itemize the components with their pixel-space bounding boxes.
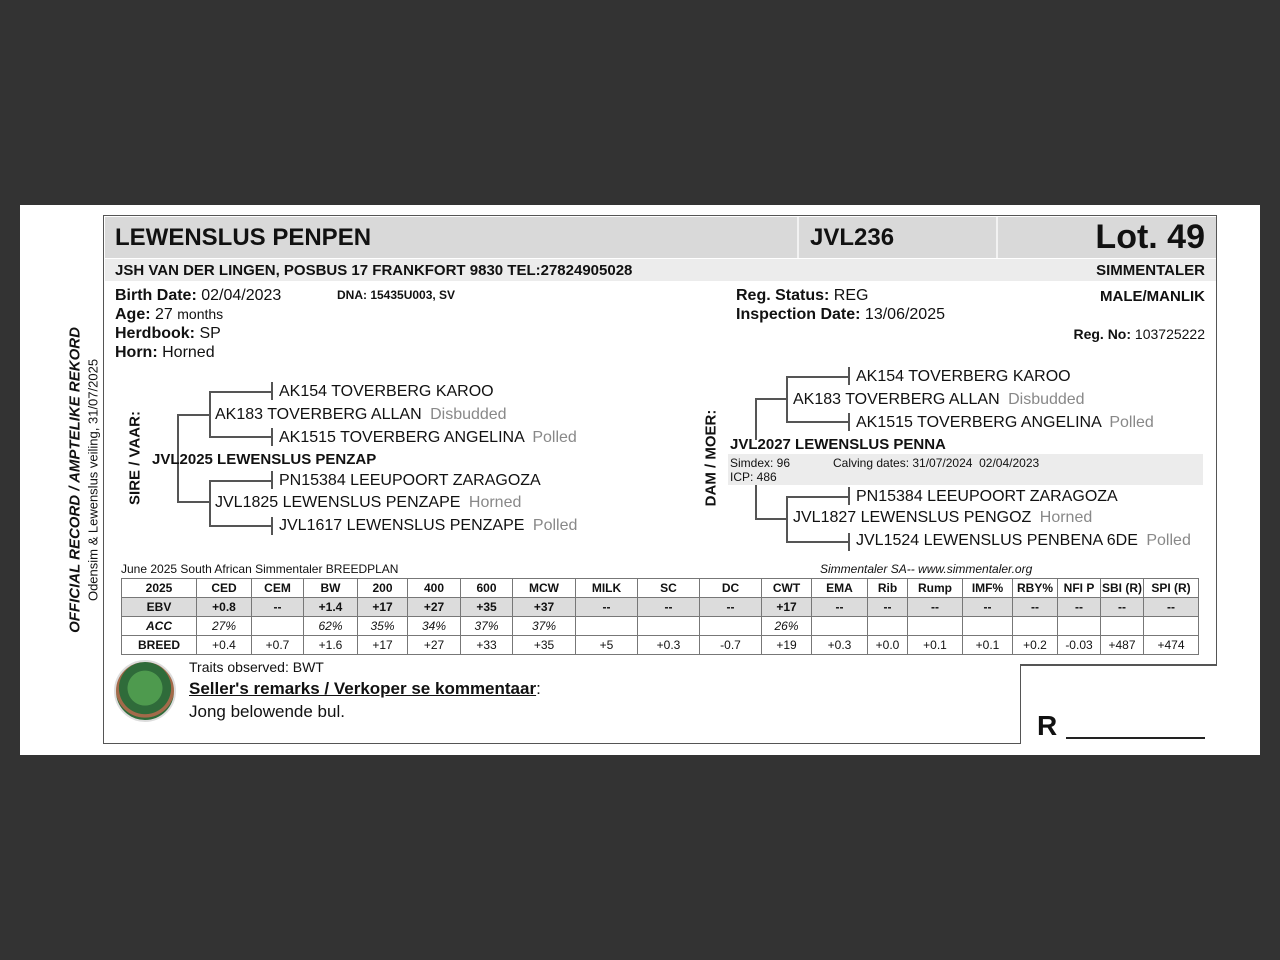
- table-cell: 34%: [408, 617, 461, 636]
- dam-d-horn: Horned: [1039, 509, 1093, 526]
- dam-bracket: [755, 398, 786, 400]
- dam-d-bracket: [786, 496, 788, 542]
- dam-s-horn: Disbudded: [1008, 391, 1085, 408]
- dam-d-name: JVL1827 LEWENSLUS PENGOZ: [793, 509, 1032, 526]
- table-cell: [908, 617, 963, 636]
- sire-sd-horn: Polled: [532, 429, 577, 446]
- col-header: SPI (R): [1144, 579, 1199, 598]
- sire-s-bracket: [209, 436, 271, 438]
- herdbook: [115, 325, 221, 343]
- table-cell: --: [1101, 598, 1144, 617]
- table-cell: ACC: [122, 617, 197, 636]
- table-cell: EBV: [122, 598, 197, 617]
- table-row-ebv: [122, 598, 1199, 617]
- traits-observed: Traits observed: BWT: [189, 659, 324, 675]
- table-cell: [576, 617, 638, 636]
- sire-s-bracket: [209, 391, 211, 437]
- animal-name: LEWENSLUS PENPEN: [115, 224, 372, 251]
- dam-sd-tick: [848, 413, 850, 431]
- sire-sd-name: AK1515 TOVERBERG ANGELINA: [279, 429, 524, 446]
- col-header: CWT: [762, 579, 812, 598]
- table-cell: +487: [1101, 636, 1144, 655]
- official-record-label: OFFICIAL RECORD / AMPTELIKE REKORD: [66, 327, 84, 633]
- table-cell: +0.1: [908, 636, 963, 655]
- society-logo-icon: [114, 660, 176, 722]
- col-header: 200: [358, 579, 408, 598]
- sire-ds-name: PN15384 LEEUPOORT ZARAGOZA: [279, 472, 541, 489]
- sire-dd-tick: [271, 517, 273, 535]
- col-header: CED: [197, 579, 252, 598]
- table-cell: +0.3: [812, 636, 868, 655]
- inspection-label: Inspection Date:: [736, 306, 861, 323]
- sire-ss-tick: [271, 382, 273, 400]
- table-cell: [1144, 617, 1199, 636]
- dam-simdex: Simdex: 96: [730, 456, 791, 470]
- table-row-acc: [122, 617, 1199, 636]
- reg-status-label: Reg. Status:: [736, 287, 830, 304]
- col-header: RBY%: [1013, 579, 1058, 598]
- sire-bracket: [177, 414, 210, 416]
- table-cell: [252, 617, 304, 636]
- table-cell: -0.03: [1058, 636, 1101, 655]
- breedplan-header-row: [122, 579, 1199, 598]
- table-cell: [1101, 617, 1144, 636]
- remarks-heading-colon: :: [536, 679, 541, 698]
- col-header: Rib: [868, 579, 908, 598]
- auction-label: Odensim & Lewenslus veiling, 31/07/2025: [85, 358, 101, 602]
- sire-d-bracket: [209, 525, 271, 527]
- col-header: MCW: [513, 579, 576, 598]
- remarks-text: Jong belowende bul.: [189, 702, 345, 721]
- age-label: Age:: [115, 306, 151, 323]
- col-header: CEM: [252, 579, 304, 598]
- table-cell: 26%: [762, 617, 812, 636]
- breedplan-title: June 2025 South African Simmentaler BREEDPLAN: [121, 562, 399, 576]
- table-cell: [812, 617, 868, 636]
- age: [115, 306, 223, 324]
- table-cell: --: [700, 598, 762, 617]
- header-divider: [996, 217, 998, 258]
- dam-bracket: [755, 398, 757, 440]
- reg-no: [1073, 326, 1205, 342]
- table-cell: --: [252, 598, 304, 617]
- table-cell: +17: [358, 636, 408, 655]
- table-cell: +5: [576, 636, 638, 655]
- col-header: 2025: [122, 579, 197, 598]
- dam-name: JVL2027 LEWENSLUS PENNA: [730, 436, 946, 453]
- table-cell: +19: [762, 636, 812, 655]
- breedplan-table: [121, 578, 1199, 655]
- col-header: BW: [304, 579, 358, 598]
- table-cell: 35%: [358, 617, 408, 636]
- sire-dd: [279, 517, 577, 535]
- dam-bracket: [755, 485, 757, 519]
- sire-d-horn: Horned: [468, 494, 522, 511]
- dam-sd-horn: Polled: [1109, 414, 1154, 431]
- table-cell: +0.0: [868, 636, 908, 655]
- dam-bracket: [755, 518, 786, 520]
- sire-d-bracket: [209, 480, 271, 482]
- sex-label: MALE/MANLIK: [1100, 288, 1205, 305]
- dam-d-bracket: [786, 541, 848, 543]
- table-cell: 27%: [197, 617, 252, 636]
- table-cell: +37: [513, 598, 576, 617]
- horn-label: Horn:: [115, 344, 158, 361]
- dam-s-bracket: [786, 376, 848, 378]
- herdbook-label: Herdbook:: [115, 325, 195, 342]
- col-header: SBI (R): [1101, 579, 1144, 598]
- reg-status: [736, 287, 868, 305]
- table-cell: 37%: [513, 617, 576, 636]
- animal-id: JVL236: [810, 224, 895, 251]
- birth-date: [115, 287, 281, 305]
- table-cell: --: [868, 598, 908, 617]
- col-header: 400: [408, 579, 461, 598]
- col-header: EMA: [812, 579, 868, 598]
- dam-sd: [856, 414, 1154, 432]
- sire-s-horn: Disbudded: [430, 406, 507, 423]
- col-header: DC: [700, 579, 762, 598]
- col-header: SC: [638, 579, 700, 598]
- sire-d-bracket: [209, 480, 211, 526]
- dam-ss-name: AK154 TOVERBERG KAROO: [856, 368, 1071, 385]
- card-frame-step: [1020, 664, 1217, 666]
- breeder-line: JSH VAN DER LINGEN, POSBUS 17 FRANKFORT 9830 TEL:27824905028: [115, 262, 633, 279]
- dna-info: DNA: 15435U003, SV: [337, 288, 456, 302]
- table-cell: --: [908, 598, 963, 617]
- sire-bracket: [177, 501, 210, 503]
- remarks-heading-text: Seller's remarks / Verkoper se kommentaar: [189, 679, 537, 698]
- sire-dd-name: JVL1617 LEWENSLUS PENZAPE: [279, 517, 525, 534]
- breedplan-source: Simmentaler SA-- www.simmentaler.org: [820, 562, 1033, 576]
- col-header: Rump: [908, 579, 963, 598]
- table-cell: +27: [408, 598, 461, 617]
- dam-dd: [856, 532, 1191, 550]
- col-header: 600: [461, 579, 513, 598]
- sire-d-name: JVL1825 LEWENSLUS PENZAPE: [215, 494, 461, 511]
- horn: [115, 344, 215, 362]
- table-cell: +0.3: [638, 636, 700, 655]
- table-cell: [963, 617, 1013, 636]
- table-cell: --: [638, 598, 700, 617]
- sire-ds-tick: [271, 471, 273, 489]
- dam-dd-tick: [848, 533, 850, 551]
- table-cell: +1.6: [304, 636, 358, 655]
- table-cell: --: [576, 598, 638, 617]
- horn-value: Horned: [162, 344, 215, 361]
- table-cell: --: [1144, 598, 1199, 617]
- table-cell: +0.1: [963, 636, 1013, 655]
- sire-s: [215, 406, 507, 424]
- dam-dd-name: JVL1524 LEWENSLUS PENBENA 6DE: [856, 532, 1138, 549]
- dam-icp: ICP: 486: [730, 470, 777, 484]
- table-cell: 37%: [461, 617, 513, 636]
- dam-s-name: AK183 TOVERBERG ALLAN: [793, 391, 1000, 408]
- dam-sd-name: AK1515 TOVERBERG ANGELINA: [856, 414, 1101, 431]
- sire-sd-tick: [271, 428, 273, 446]
- table-cell: [1058, 617, 1101, 636]
- table-cell: [868, 617, 908, 636]
- bid-amount-line[interactable]: [1066, 737, 1205, 739]
- sire-s-name: AK183 TOVERBERG ALLAN: [215, 406, 422, 423]
- col-header: MILK: [576, 579, 638, 598]
- sire-side-label: SIRE / VAAR:: [126, 411, 144, 505]
- remarks-heading: [189, 679, 541, 699]
- table-cell: +35: [461, 598, 513, 617]
- table-cell: +27: [408, 636, 461, 655]
- sire-ss-name: AK154 TOVERBERG KAROO: [279, 383, 494, 400]
- dam-ds-tick: [848, 487, 850, 505]
- dam-ss-tick: [848, 367, 850, 385]
- table-cell: [1013, 617, 1058, 636]
- table-cell: +33: [461, 636, 513, 655]
- inspection-value: 13/06/2025: [864, 306, 945, 323]
- table-cell: +0.4: [197, 636, 252, 655]
- table-cell: +35: [513, 636, 576, 655]
- age-value: 27: [155, 306, 173, 323]
- table-cell: +17: [762, 598, 812, 617]
- reg-status-value: REG: [833, 287, 869, 304]
- header-divider: [797, 217, 799, 258]
- birth-date-value: 02/04/2023: [201, 287, 282, 304]
- dam-ds-name: PN15384 LEEUPOORT ZARAGOZA: [856, 488, 1118, 505]
- herdbook-value: SP: [199, 325, 221, 342]
- table-cell: [700, 617, 762, 636]
- table-cell: --: [812, 598, 868, 617]
- sire-sd: [279, 429, 577, 447]
- dam-calving-dates: Calving dates: 31/07/2024 02/04/2023: [833, 456, 1040, 470]
- table-cell: +0.2: [1013, 636, 1058, 655]
- col-header: IMF%: [963, 579, 1013, 598]
- birth-date-label: Birth Date:: [115, 287, 197, 304]
- table-cell: --: [1013, 598, 1058, 617]
- table-cell: +1.4: [304, 598, 358, 617]
- table-cell: -0.7: [700, 636, 762, 655]
- dam-d: [793, 509, 1092, 527]
- sire-name: JVL2025 LEWENSLUS PENZAP: [152, 451, 377, 468]
- table-cell: +17: [358, 598, 408, 617]
- dam-s-bracket: [786, 376, 788, 422]
- table-cell: 62%: [304, 617, 358, 636]
- table-cell: +0.7: [252, 636, 304, 655]
- col-header: NFI P: [1058, 579, 1101, 598]
- lot-number: Lot. 49: [1095, 218, 1205, 256]
- table-cell: BREED: [122, 636, 197, 655]
- reg-no-value: 103725222: [1134, 326, 1205, 342]
- table-cell: --: [1058, 598, 1101, 617]
- table-cell: --: [963, 598, 1013, 617]
- table-row-breed: [122, 636, 1199, 655]
- sire-dd-horn: Polled: [532, 517, 578, 534]
- dam-s: [793, 391, 1085, 409]
- sire-s-bracket: [209, 391, 271, 393]
- dam-dd-horn: Polled: [1146, 532, 1191, 549]
- age-unit: months: [177, 306, 224, 322]
- table-cell: +0.8: [197, 598, 252, 617]
- sire-d: [215, 494, 521, 512]
- table-cell: [638, 617, 700, 636]
- inspection-date: [736, 306, 945, 324]
- dam-side-label: DAM / MOER:: [702, 409, 720, 507]
- breed-label: SIMMENTALER: [1096, 262, 1205, 279]
- table-cell: +474: [1144, 636, 1199, 655]
- reg-no-label: Reg. No:: [1073, 326, 1132, 342]
- dam-d-bracket: [786, 496, 848, 498]
- dam-s-bracket: [786, 421, 848, 423]
- bid-currency-label: R: [1037, 710, 1058, 741]
